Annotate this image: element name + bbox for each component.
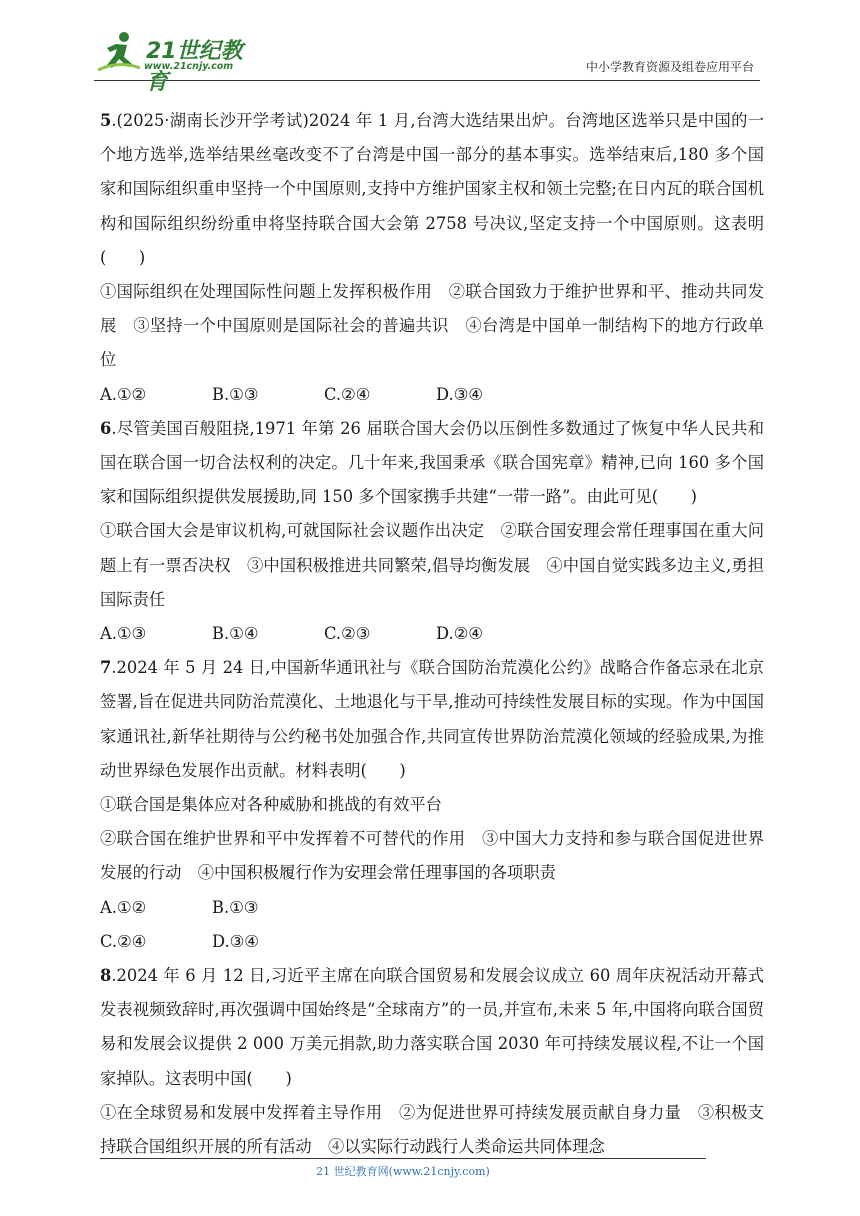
question-list [100,104,764,1164]
answer-options-row-1 [100,891,764,925]
question-statements: ②联合国在维护世界和平中发挥着不可替代的作用 ③中国大力支持和参与联合国促进世界发展的行动 ④中国积极履行作为安理会常任理事国的各项职责 [100,829,764,883]
answer-options-row-2 [100,925,764,959]
question-stem [100,959,764,1096]
question-stem [100,104,764,275]
option-c[interactable]: C.②④ [100,931,147,951]
option-b[interactable]: B.①③ [212,897,259,917]
answer-options [100,378,764,412]
question-number: 6 [100,418,112,438]
question-statement: ①联合国是集体应对各种威胁和挑战的有效平台 [100,795,442,815]
site-logo[interactable] [94,30,264,95]
option-a[interactable]: A.①② [100,384,147,404]
option-b[interactable]: B.①③ [212,384,259,404]
question-stem [100,412,764,515]
question-number: 7 [100,658,112,678]
logo-text: 21世纪教育 [146,39,243,95]
question-statements: ①联合国大会是审议机构,可就国际社会议题作出决定 ②联合国安理会常任理事国在重大问题上有一票否决权 ③中国积极推进共同繁荣,倡导均衡发展 ④中国自觉实践多边主义,勇担国际责任 [100,521,764,609]
option-d[interactable]: D.②④ [436,624,483,644]
page-footer[interactable]: 21 世纪教育网(www.21cnjy.com) [316,1165,490,1178]
platform-name: 中小学教育资源及组卷应用平台 [585,60,754,74]
question-number: 8 [100,966,112,986]
runner-icon [94,30,144,76]
question-text: .2024 年 5 月 24 日,中国新华通讯社与《联合国防治荒漠化公约》战略合作备忘录在北京签署,旨在促进共同防治荒漠化、土地退化与干旱,推动可持续性发展目标的实现。作为中国国家通讯社,新华社期待与公约秘书处加强合作,共同宣传世界防治荒漠化领域的经验成果,为推动世界绿色发展作出贡献。材料表明( ) [100,658,764,780]
question-statements: ①在全球贸易和发展中发挥着主导作用 ②为促进世界可持续发展贡献自身力量 ③积极支持联合国组织开展的所有活动 ④以实际行动践行人类命运共同体理念 [100,1102,764,1157]
question-text: .(2025·湖南长沙开学考试)2024 年 1 月,台湾大选结果出炉。台湾地区选举只是中国的一个地方选举,选举结果丝毫改变不了台湾是中国一部分的基本事实。选举结束后,180 多个国家和国际组织重申坚持一个中国原则,支持中方维护国家主权和领土完整;在日内瓦的联合国机构和国际组织纷纷重申将坚持联合国大会第 2758 号决议,坚定支持一个中国原则。这表明( ) [100,111,764,267]
question-statements: ①国际组织在处理国际性问题上发挥积极作用 ②联合国致力于维护世界和平、推动共同发展 ③坚持一个中国原则是国际社会的普遍共识 ④台湾是中国单一制结构下的地方行政单位 [100,282,764,370]
question-5 [100,104,764,412]
question-text: .尽管美国百般阻挠,1971 年第 26 届联合国大会仍以压倒性多数通过了恢复中华人民共和国在联合国一切合法权利的决定。几十年来,我国秉承《联合国宪章》精神,已向 160 多个国家和国际组织提供发展援助,同 150 多个国家携手共建“一带一路”。由此可见( ) [100,418,764,507]
option-d[interactable]: D.③④ [436,384,483,404]
question-stem [100,651,764,788]
page-header [94,30,760,95]
option-b[interactable]: B.①④ [212,624,259,644]
option-d[interactable]: D.③④ [212,931,259,951]
option-a[interactable]: A.①② [100,897,147,917]
question-number: 5 [100,111,112,130]
logo-url: www.21cnjy.com [144,61,234,72]
question-text: .2024 年 6 月 12 日,习近平主席在向联合国贸易和发展会议成立 60 周年庆祝活动开幕式发表视频致辞时,再次强调中国始终是“全球南方”的一员,并宣布,未来 5 年,中国将向联合国贸易和发展会议提供 2 000 万美元捐款,助力落实联合国 2030 年可持续发展议程,不让一个国家掉队。这表明中国( ) [100,966,764,1088]
answer-options [100,617,764,651]
question-8 [100,959,764,1164]
option-c[interactable]: C.②④ [324,384,371,404]
question-6 [100,412,764,651]
footer-divider [100,1158,706,1159]
question-7 [100,651,764,959]
option-c[interactable]: C.②③ [324,624,371,644]
option-a[interactable]: A.①③ [100,624,147,644]
